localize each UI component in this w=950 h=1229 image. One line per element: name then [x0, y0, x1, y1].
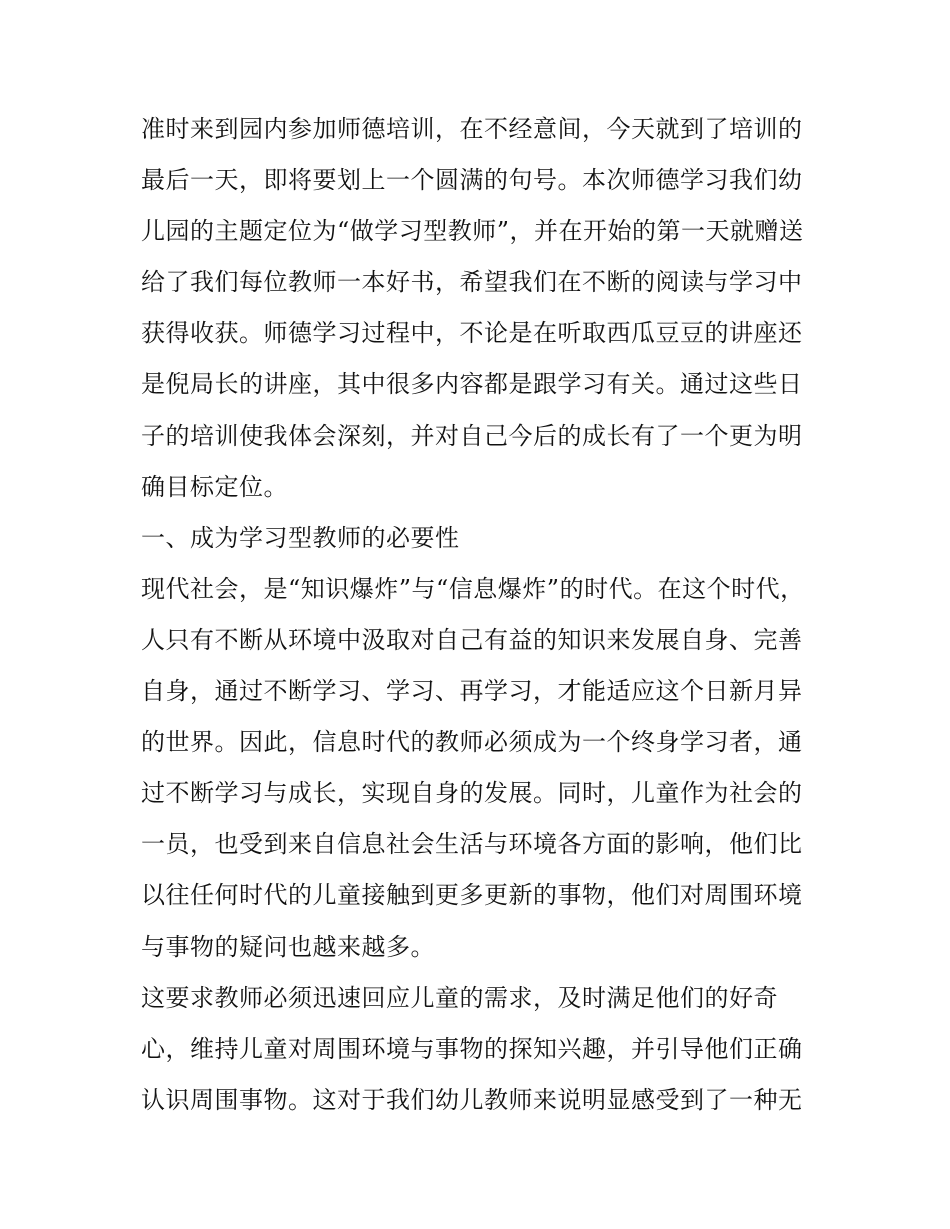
text-line-12: 自身，通过不断学习、学习、再学习，才能适应这个日新月异 — [141, 677, 803, 706]
text-line-17: 与事物的疑问也越来越多。 — [141, 932, 435, 961]
text-line-3: 儿园的主题定位为“做学习型教师”，并在开始的第一天就赠送 — [141, 217, 804, 246]
text-line-20: 认识周围事物。这对于我们幼儿教师来说明显感受到了一种无 — [141, 1085, 803, 1114]
text-line-8: 确目标定位。 — [141, 472, 288, 501]
document-body — [141, 104, 821, 1126]
section-heading: 一、成为学习型教师的必要性 — [141, 523, 460, 552]
text-line-2: 最后一天，即将要划上一个圆满的句号。本次师德学习我们幼 — [141, 166, 803, 195]
text-line-18: 这要求教师必须迅速回应儿童的需求，及时满足他们的好奇 — [141, 983, 778, 1012]
text-line-15: 一员，也受到来自信息社会生活与环境各方面的影响，他们比 — [141, 830, 803, 859]
text-line-4: 给了我们每位教师一本好书，希望我们在不断的阅读与学习中 — [141, 268, 803, 297]
text-line-16: 以往任何时代的儿童接触到更多更新的事物，他们对周围环境 — [141, 881, 803, 910]
text-line-7: 子的培训使我体会深刻，并对自己今后的成长有了一个更为明 — [141, 421, 803, 450]
text-line-11: 人只有不断从环境中汲取对自己有益的知识来发展自身、完善 — [141, 625, 803, 654]
text-line-1: 准时来到园内参加师德培训，在不经意间，今天就到了培训的 — [141, 115, 803, 143]
text-line-6: 是倪局长的讲座，其中很多内容都是跟学习有关。通过这些日 — [141, 370, 803, 399]
text-line-10: 现代社会，是“知识爆炸”与“信息爆炸”的时代。在这个时代， — [141, 574, 805, 603]
text-line-14: 过不断学习与成长，实现自身的发展。同时，儿童作为社会的 — [141, 779, 803, 808]
text-line-13: 的世界。因此，信息时代的教师必须成为一个终身学习者，通 — [141, 728, 803, 757]
text-line-19: 心，维持儿童对周围环境与事物的探知兴趣，并引导他们正确 — [141, 1034, 803, 1063]
text-line-5: 获得收获。师德学习过程中，不论是在听取西瓜豆豆的讲座还 — [141, 319, 803, 348]
